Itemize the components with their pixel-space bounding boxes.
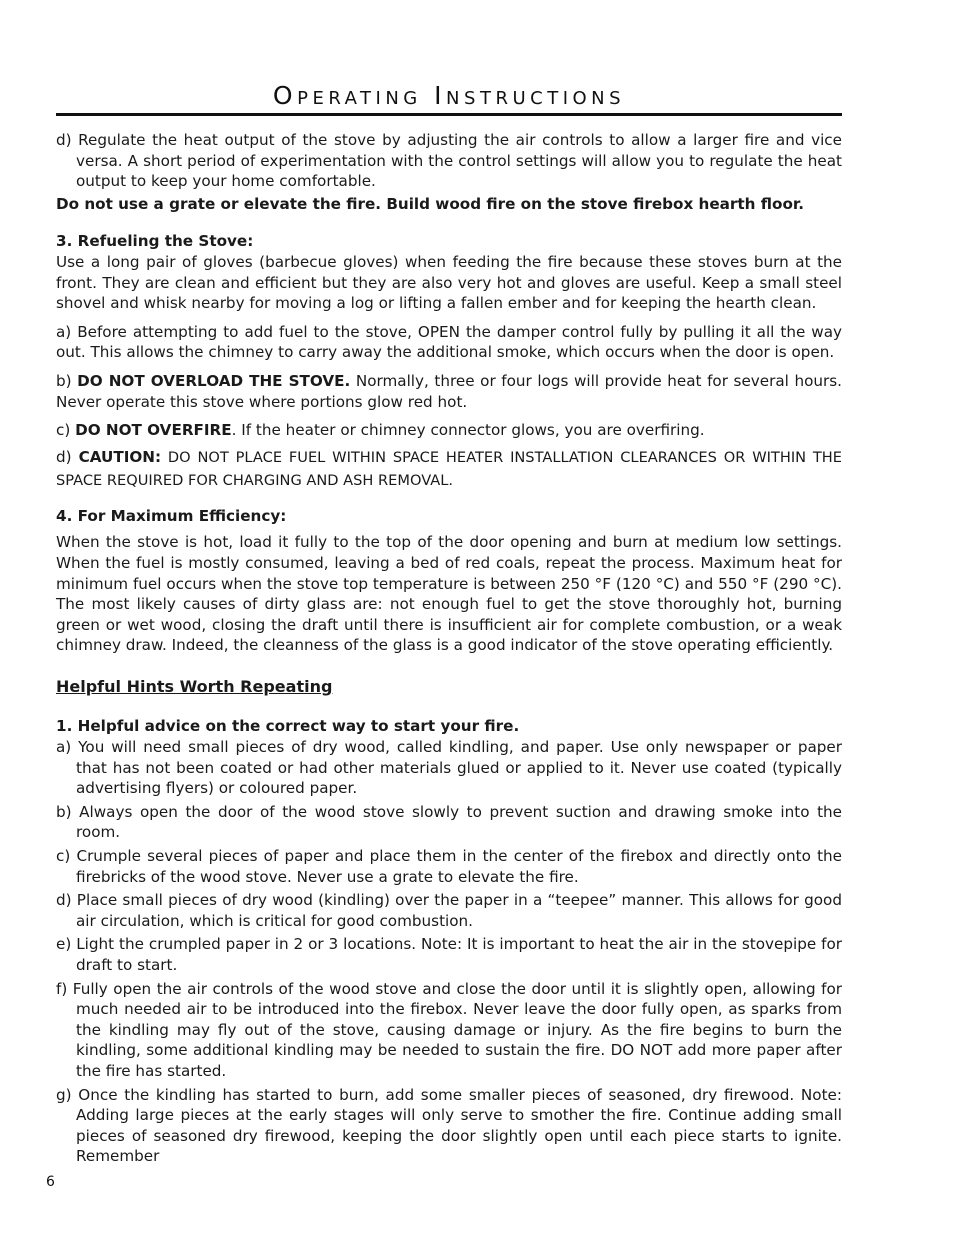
refueling-step-b <box>56 371 842 412</box>
refueling-paragraph: Use a long pair of gloves (barbecue gloves) when feeding the fire because these stoves burn at the front. They are clean and efficient but they are also very hot and gloves are useful. Keep a small steel shovel and whisk nearby for moving a log or lifting a fallen ember and for keeping the hearth clean. <box>56 252 842 313</box>
page-title: Operating Instructions <box>272 81 626 110</box>
step-c-text: . If the heater or chimney connector glows, you are overfiring. <box>231 421 705 440</box>
caution-text: DO NOT PLACE FUEL WITHIN SPACE HEATER INSTALLATION CLEARANCES OR WITHIN THE SPACE REQUIRED FOR CHARGING AND ASH REMOVAL. <box>56 448 842 490</box>
title-rule <box>56 113 842 116</box>
hint-item-g: g) Once the kindling has started to burn, add some smaller pieces of seasoned, dry firewood. Note: Adding large pieces at the early stages will only serve to smother the fire. Continue adding small pieces of seasoned dry firewood, keeping the door slightly open until each piece starts to ignite. Remember <box>56 1085 842 1166</box>
refueling-step-c <box>56 420 842 441</box>
hint-item-f: f) Fully open the air controls of the wood stove and close the door until it is slightly open, allowing for much needed air to be introduced into the firebox. Never leave the door fully open, as sparks from the kindling may fly out of the stove, causing damage or injury. As the fire begins to burn the kindling, some additional kindling may be needed to sustain the fire. DO NOT add more paper after the fire has started. <box>56 979 842 1080</box>
overload-warning: DO NOT OVERLOAD THE STOVE. <box>77 371 351 390</box>
hint-item-d: d) Place small pieces of dry wood (kindling) over the paper in a “teepee” manner. This allows for good air circulation, which is critical for good combustion. <box>56 891 842 930</box>
caution-label: CAUTION: <box>78 447 162 466</box>
overfire-warning: DO NOT OVERFIRE <box>75 421 232 440</box>
efficiency-paragraph: When the stove is hot, load it fully to the top of the door opening and burn at medium low settings. When the fuel is mostly consumed, leaving a bed of red coals, repeat the process. Maximum heat for minimum fuel occurs when the stove top temperature is between 250 °F (120 °C) and 550 °F (290 °C). The most likely causes of dirty glass are: not enough fuel to get the stove thoroughly hot, burning green or wet wood, closing the draft until there is insufficient air for complete combustion, or a weak chimney draw. Indeed, the cleanness of the glass is a good indicator of the stove operating efficiently. <box>56 533 842 655</box>
hints-subheading: 1. Helpful advice on the correct way to start your fire. <box>56 717 520 736</box>
refueling-step-a: a) Before attempting to add fuel to the stove, OPEN the damper control fully by pulling it all the way out. This allows the chimney to carry away the additional smoke, which occurs when the door is open. <box>56 322 842 362</box>
efficiency-heading: 4. For Maximum Efficiency: <box>56 506 287 525</box>
refueling-step-d <box>56 446 842 493</box>
step-b-prefix: b) <box>56 371 78 390</box>
refueling-heading: 3. Refueling the Stove: <box>56 232 254 251</box>
page-body <box>56 130 842 1167</box>
step-d-prefix: d) <box>56 447 79 466</box>
hint-item-b: b) Always open the door of the wood stove slowly to prevent suction and drawing smoke into the room. <box>56 802 842 842</box>
intro-step-d: d) Regulate the heat output of the stove by adjusting the air controls to allow a larger fire and vice versa. A short period of experimentation with the control settings will allow you to regulate the heat output to keep your home comfortable. <box>56 131 842 191</box>
hint-item-e: e) Light the crumpled paper in 2 or 3 locations. Note: It is important to heat the air in the stovepipe for draft to start. <box>56 935 842 974</box>
hints-heading: Helpful Hints Worth Repeating <box>56 676 333 696</box>
step-b-text: Normally, three or four logs will provide heat for several hours. Never operate this stove where portions glow red hot. <box>56 371 843 411</box>
hint-item-c: c) Crumple several pieces of paper and place them in the center of the firebox and directly onto the firebricks of the wood stove. Never use a grate to elevate the fire. <box>56 847 842 886</box>
page-number: 6 <box>46 1174 55 1190</box>
hint-item-a: a) You will need small pieces of dry wood, called kindling, and paper. Use only newspaper or paper that has not been coated or had other materials glued or applied to it. Never use coated (typically advertising flyers) or coloured paper. <box>56 738 842 798</box>
grate-warning: Do not use a grate or elevate the fire. Build wood fire on the stove firebox hearth floor. <box>56 194 804 213</box>
step-c-prefix: c) <box>56 421 76 440</box>
